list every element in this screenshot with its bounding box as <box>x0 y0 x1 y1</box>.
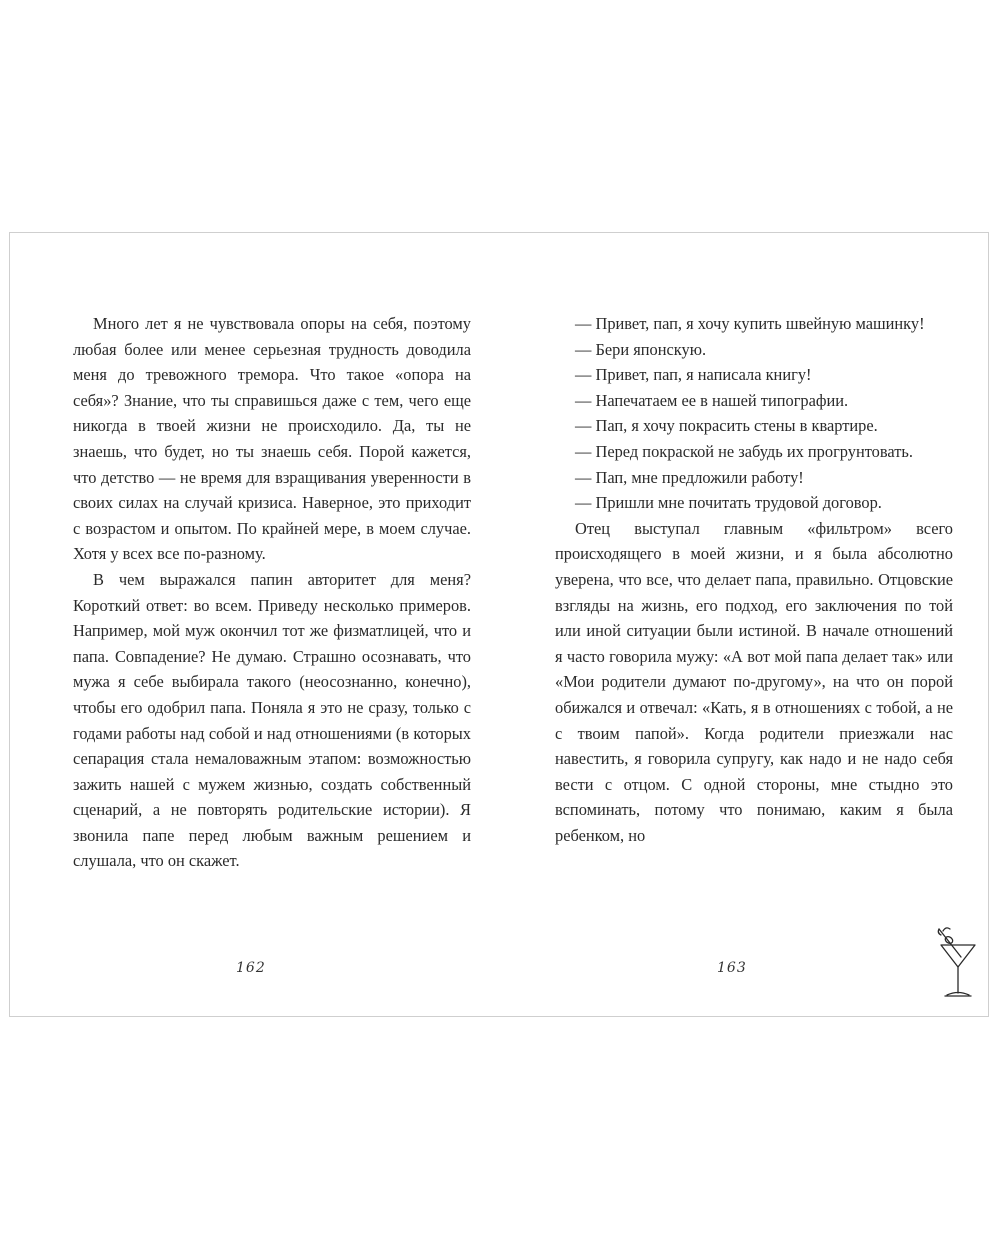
dialogue-line-5: — Пап, я хочу покрасить стены в квартире. <box>575 416 878 436</box>
dialogue-line-4: — Напечатаем ее в нашей типографии. <box>575 390 849 410</box>
left-paragraph-1: Много лет я не чувствовала опоры на себя, поэтому любая более или менее серьезная трудность доводила меня до тревожного тремора. Что такое «опора на себя»? Знание, что ты справишься даже с тем, чего еще никогда в твоей жизни не происходило. Да, ты не знаешь, что будет, но ты знаешь себя. Порой кажется, что детство — не время для взращивания уверенности в своих силах на случай кризиса. Наверное, это приходит с возрастом и опытом. По крайней мере, в моем случае. Хотя у всех все по-разному. <box>73 314 471 564</box>
dialogue-line-1: — Привет, пап, я хочу купить швейную машинку! <box>575 314 925 333</box>
left-paragraph-2: В чем выражался папин авторитет для меня? Короткий ответ: во всем. Приведу несколько примеров. Например, мой муж окончил тот же физматлицей, что и папа. Совпадение? Не думаю. Страшно осознавать, что мужа я себе выбирала такого (неосознанно, конечно), чтобы его одобрил папа. Поняла я это не сразу, только с годами работы над собой и над отношениями (в которых сепарация стала немаловажным этапом: возможностью зажить нашей с мужем жизнью, создать собственный сценарий, а не повторять родительские истории). Я звонила папе перед любым важным решением и слушала, что он скажет. <box>73 569 471 871</box>
cocktail-glass-icon <box>935 923 983 1003</box>
dialogue-line-7: — Пап, мне предложили работу! <box>575 467 804 487</box>
dialogue-line-2: — Бери японскую. <box>575 339 707 359</box>
left-page-number: 162 <box>236 960 266 976</box>
right-page-number: 163 <box>717 960 747 976</box>
right-page <box>555 311 953 848</box>
left-page <box>73 311 471 874</box>
book-spread <box>9 232 989 1017</box>
dialogue-line-3: — Привет, пап, я написала книгу! <box>575 365 812 385</box>
dialogue-line-8: — Пришли мне почитать трудовой договор. <box>575 493 882 513</box>
dialogue-line-6: — Перед покраской не забудь их прогрунтовать. <box>575 441 913 461</box>
right-paragraph-1: Отец выступал главным «фильтром» всего происходящего в моей жизни, и я была абсолютно уверена, что все, что делает папа, правильно. Отцовские взгляды на жизнь, его подход, его заключения по той или иной ситуации были истиной. В начале отношений я часто говорила мужу: «А вот мой папа делает так» или «Мои родители думают по-другому», на что он порой обижался и отвечал: «Кать, я в отношениях с тобой, а не с твоим папой». Когда родители приезжали нас навестить, я говорила супругу, как надо и не надо себя вести с отцом. С одной стороны, мне стыдно это вспоминать, потому что понимаю, каким я была ребенком, но <box>555 518 953 845</box>
